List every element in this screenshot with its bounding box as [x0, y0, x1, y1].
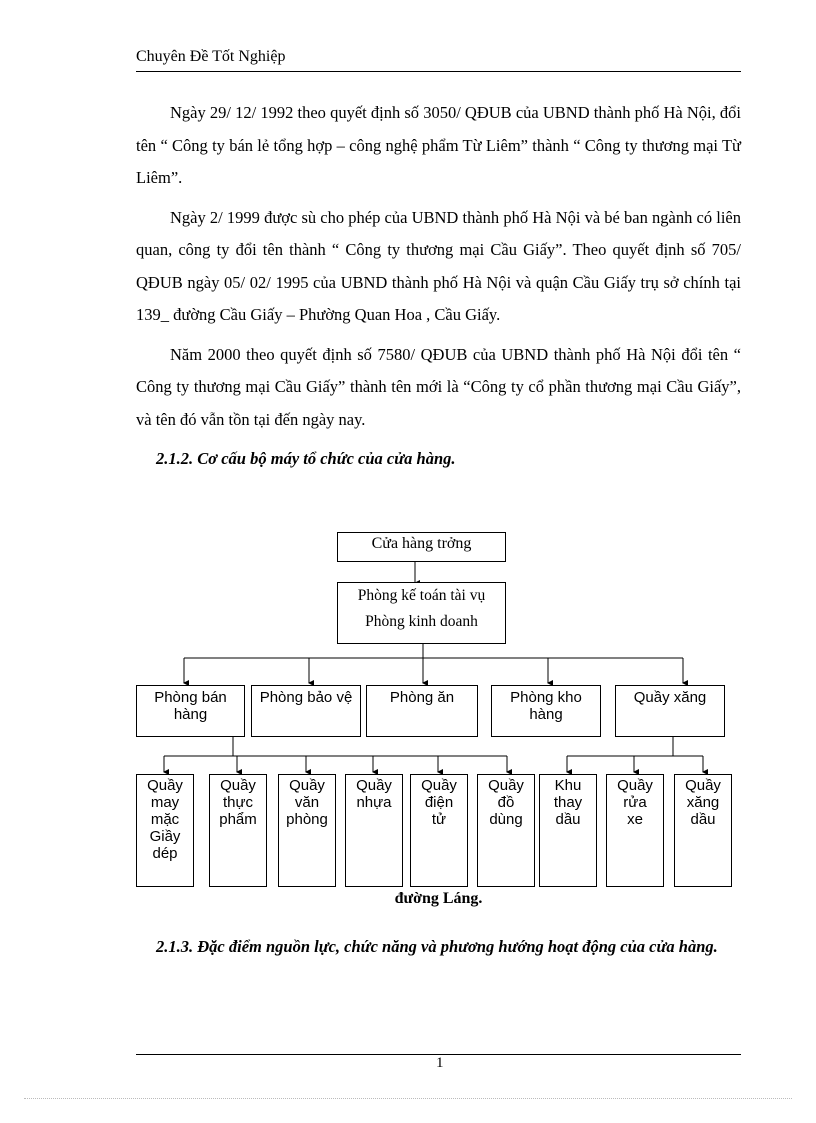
org-box-household-goods	[477, 774, 535, 887]
section-heading-2-1-2: 2.1.2. Cơ cấu bộ máy tổ chức của cửa hàng.	[156, 449, 456, 468]
org-box-plastics	[345, 774, 403, 887]
org-box-label: Phòng kho hàng	[510, 689, 582, 723]
org-box-label-business: Phòng kinh doanh	[365, 613, 478, 630]
org-box-label: Quầy rửa xe	[617, 777, 653, 828]
org-box-label: Quầy may mặc Giầy dép	[147, 777, 183, 862]
chart-caption: đường Láng.	[394, 890, 483, 907]
org-box-label: Quầy đồ dùng	[488, 777, 524, 828]
org-box-fuel-oil	[674, 774, 732, 887]
org-box-car-wash	[606, 774, 664, 887]
org-box-clothing-footwear	[136, 774, 194, 887]
org-box-label: Quầy điện tử	[421, 777, 457, 828]
org-box-security-dept	[251, 685, 361, 737]
paragraph-1992: Ngày 29/ 12/ 1992 theo quyết định số 3050/ QĐUB của UBND thành phố Hà Nội, đổi tên “ Công ty bán lẻ tổng hợp – công nghệ phẩm Từ Liêm” thành “ Công ty thương mại Từ Liêm”.	[136, 103, 741, 187]
org-box-accounting-business	[337, 582, 506, 644]
org-box-label: Quầy xăng dầu	[685, 777, 721, 828]
org-box-sales-dept	[136, 685, 245, 737]
org-box-label: Quầy thực phẩm	[219, 777, 257, 828]
org-box-stationery	[278, 774, 336, 887]
page-bottom-edge	[24, 1098, 792, 1099]
org-box-label: Quầy văn phòng	[286, 777, 328, 828]
section-2-1-3	[136, 927, 741, 971]
document-header: Chuyên Đề Tốt Nghiệp	[136, 48, 286, 65]
org-box-label-accounting: Phòng kế toán tài vụ	[357, 587, 486, 604]
org-box-label: Quầy xăng	[633, 689, 707, 706]
org-box-label: Quầy nhựa	[356, 777, 392, 811]
section-heading-2-1-3: 2.1.3. Đặc điểm nguồn lực, chức năng và phương hướng hoạt động của cửa hàng.	[156, 937, 718, 956]
org-box-canteen	[366, 685, 478, 737]
org-box-store-manager	[337, 532, 506, 562]
org-box-label: Cửa hàng trởng	[371, 535, 472, 552]
paragraph-2000: Năm 2000 theo quyết định số 7580/ QĐUB của UBND thành phố Hà Nội đổi tên “ Công ty thương mại Cầu Giấy” thành tên mới là “Công ty cổ phần thương mại Cầu Giấy”, và tên đó vẫn tồn tại đến ngày nay.	[136, 344, 741, 429]
org-box-food	[209, 774, 267, 887]
org-box-label: Phòng ăn	[389, 689, 455, 706]
org-box-label: Khu thay dầu	[553, 777, 583, 828]
paragraph-1999: Ngày 2/ 1999 được sù cho phép của UBND thành phố Hà Nội và bé ban ngành có liên quan, công ty đổi tên thành “ Công ty thương mại Cầu Giấy”. Theo quyết định số 705/ QĐUB ngày 05/ 02/ 1995 của UBND thành phố Hà Nội và quận Cầu Giấy trụ sở chính tại 139_ đường Cầu Giấy – Phường Quan Hoa , Cầu Giấy.	[136, 207, 741, 324]
org-box-label: Phòng bảo vệ	[259, 689, 353, 706]
page-number: 1	[436, 1055, 444, 1071]
org-box-oil-change	[539, 774, 597, 887]
org-box-fuel-counter	[615, 685, 725, 737]
org-box-label: Phòng bán hàng	[154, 689, 227, 723]
org-box-electronics	[410, 774, 468, 887]
org-box-warehouse-dept	[491, 685, 601, 737]
